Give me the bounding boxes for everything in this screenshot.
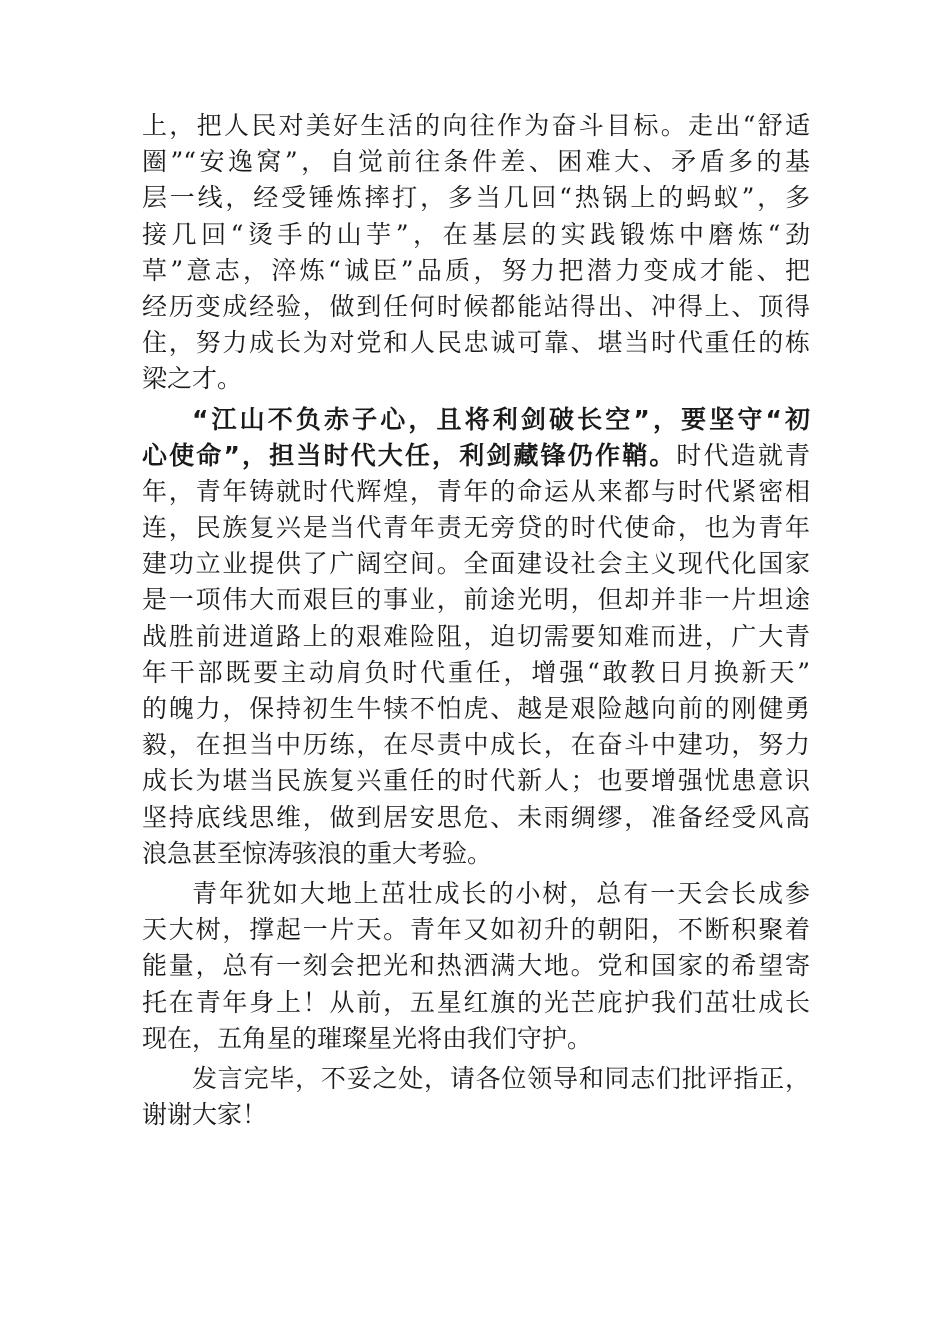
paragraph bbox=[142, 1061, 810, 1133]
text-line bbox=[142, 108, 810, 144]
bold-heading-text: 心使命”，担当时代大任，利剑藏锋仍作鞘。 bbox=[142, 440, 677, 470]
body-text: 是一项伟大而艰巨的事业，前途光明，但却并非一片坦途 bbox=[142, 585, 810, 615]
body-text: 毅，在担当中历练，在尽责中成长，在奋斗中建功，努力 bbox=[142, 730, 810, 760]
text-line bbox=[142, 438, 810, 474]
text-line bbox=[142, 691, 810, 727]
text-line bbox=[142, 510, 810, 546]
document-page bbox=[142, 108, 810, 1133]
body-text: 经历变成经验，做到任何时候都能站得出、冲得上、顶得 bbox=[142, 291, 810, 321]
text-line bbox=[142, 144, 810, 180]
body-text: 梁之才。 bbox=[142, 364, 243, 394]
body-text: 坚持底线思维，做到居安思危、未雨绸缪，准备经受风高 bbox=[142, 802, 810, 832]
body-text: 发言完毕，不妥之处，请各位领导和同志们批评指正， bbox=[192, 1063, 810, 1093]
text-line bbox=[142, 546, 810, 582]
body-text: 接几回“烫手的山芋”，在基层的实践锻炼中磨炼“劲 bbox=[142, 219, 810, 249]
body-text: 连，民族复兴是当代青年责无旁贷的时代使命，也为青年 bbox=[142, 513, 810, 543]
text-line bbox=[142, 289, 810, 325]
text-line bbox=[142, 1061, 810, 1097]
text-line bbox=[142, 763, 810, 799]
body-text: 圈”“安逸窝”，自觉前往条件差、困难大、矛盾多的基 bbox=[142, 147, 810, 177]
body-text: 时代造就青 bbox=[676, 440, 810, 470]
body-text: 成长为堪当民族复兴重任的时代新人；也要增强忧患意识 bbox=[142, 766, 810, 796]
text-line bbox=[142, 1021, 810, 1057]
paragraph bbox=[142, 108, 810, 398]
body-text: 层一线，经受锤炼摔打，多当几回“热锅上的蚂蚁”，多 bbox=[142, 183, 810, 213]
text-line bbox=[142, 180, 810, 216]
body-text: 上，把人民对美好生活的向往作为奋斗目标。走出“舒适 bbox=[142, 111, 810, 140]
body-text: 托在青年身上！从前，五星红旗的光芒庇护我们茁壮成长 bbox=[142, 987, 810, 1017]
body-text: 的魄力，保持初生牛犊不怕虎、越是艰险越向前的刚健勇 bbox=[142, 694, 810, 723]
text-line bbox=[142, 836, 810, 872]
text-line bbox=[142, 361, 810, 397]
text-line bbox=[142, 800, 810, 836]
body-text: 草”意志，淬炼“诚臣”品质，努力把潜力变成才能、把 bbox=[142, 255, 810, 285]
body-text: 建功立业提供了广阔空间。全面建设社会主义现代化国家 bbox=[142, 549, 810, 579]
paragraph bbox=[142, 876, 810, 1057]
text-line bbox=[142, 948, 810, 984]
text-line bbox=[142, 655, 810, 691]
body-text: 现在，五角星的璀璨星光将由我们守护。 bbox=[142, 1023, 593, 1053]
text-line bbox=[142, 217, 810, 253]
body-text: 浪急甚至惊涛骇浪的重大考验。 bbox=[142, 838, 493, 868]
body-text: 能量，总有一刻会把光和热洒满大地。党和国家的希望寄 bbox=[142, 951, 810, 981]
paragraph bbox=[142, 402, 810, 872]
text-line bbox=[142, 1097, 810, 1133]
body-text: 年干部既要主动肩负时代重任，增强“敢教日月换新天” bbox=[142, 657, 810, 687]
body-text: 青年犹如大地上茁壮成长的小树，总有一天会长成参 bbox=[192, 878, 810, 908]
text-line bbox=[142, 619, 810, 655]
text-line bbox=[142, 912, 810, 948]
text-line bbox=[142, 582, 810, 618]
body-text: 年，青年铸就时代辉煌，青年的命运从来都与时代紧密相 bbox=[142, 476, 810, 506]
body-text: 谢谢大家！ bbox=[142, 1100, 268, 1130]
body-text: 天大树，撑起一片天。青年又如初升的朝阳，不断积聚着 bbox=[142, 915, 810, 945]
text-line bbox=[142, 985, 810, 1021]
text-line bbox=[142, 253, 810, 289]
body-text: 住，努力成长为对党和人民忠诚可靠、堪当时代重任的栋 bbox=[142, 328, 810, 358]
text-line bbox=[142, 325, 810, 361]
bold-heading-text: “江山不负赤子心，且将利剑破长空”，要坚守“初 bbox=[192, 404, 810, 434]
text-line bbox=[142, 876, 810, 912]
text-line bbox=[142, 727, 810, 763]
text-line bbox=[142, 402, 810, 438]
text-line bbox=[142, 474, 810, 510]
body-text: 战胜前进道路上的艰难险阻，迫切需要知难而进，广大青 bbox=[142, 621, 810, 651]
